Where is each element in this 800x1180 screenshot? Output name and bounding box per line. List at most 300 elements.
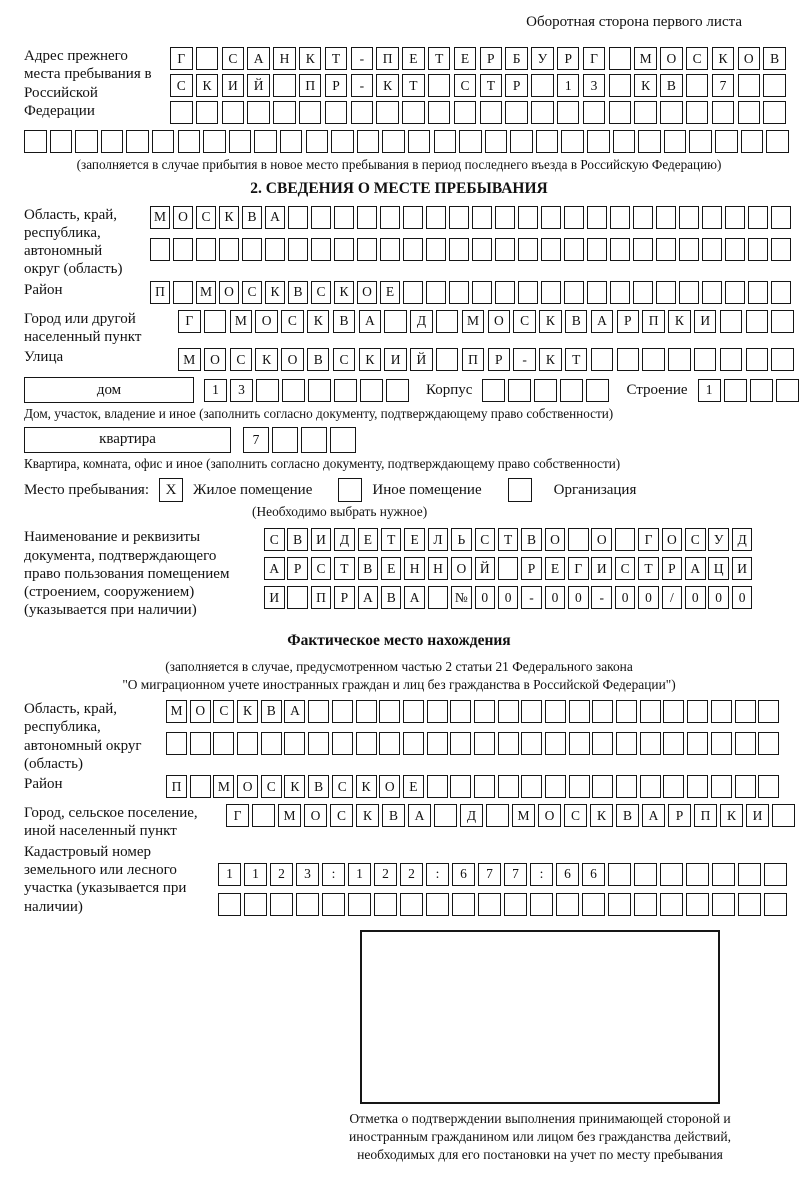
- char-cell[interactable]: [331, 130, 354, 153]
- char-cell[interactable]: [334, 206, 354, 229]
- char-cell[interactable]: [771, 348, 794, 371]
- char-cell[interactable]: [301, 427, 327, 453]
- char-cell[interactable]: Р: [505, 74, 528, 97]
- char-cell[interactable]: [702, 238, 722, 261]
- organization-checkbox[interactable]: [508, 478, 532, 502]
- char-cell[interactable]: [564, 206, 584, 229]
- char-cell[interactable]: Р: [334, 586, 355, 609]
- char-cell[interactable]: [478, 893, 501, 916]
- char-cell[interactable]: [495, 206, 515, 229]
- char-cell[interactable]: Й: [475, 557, 496, 580]
- char-cell[interactable]: [564, 281, 584, 304]
- char-cell[interactable]: [330, 427, 356, 453]
- char-cell[interactable]: [531, 74, 554, 97]
- char-cell[interactable]: С: [686, 47, 709, 70]
- char-cell[interactable]: [687, 732, 708, 755]
- char-cell[interactable]: Ц: [708, 557, 729, 580]
- char-cell[interactable]: В: [308, 775, 329, 798]
- char-cell[interactable]: В: [242, 206, 262, 229]
- char-cell[interactable]: А: [264, 557, 285, 580]
- char-cell[interactable]: [472, 238, 492, 261]
- char-cell[interactable]: [311, 238, 331, 261]
- char-cell[interactable]: [679, 206, 699, 229]
- char-cell[interactable]: [196, 47, 219, 70]
- char-cell[interactable]: [763, 74, 786, 97]
- char-cell[interactable]: [306, 130, 329, 153]
- char-cell[interactable]: [427, 732, 448, 755]
- char-cell[interactable]: [758, 700, 779, 723]
- char-cell[interactable]: А: [642, 804, 665, 827]
- char-cell[interactable]: Г: [568, 557, 589, 580]
- char-cell[interactable]: [452, 893, 475, 916]
- char-cell[interactable]: К: [237, 700, 258, 723]
- char-cell[interactable]: [360, 379, 383, 402]
- char-cell[interactable]: Л: [428, 528, 449, 551]
- char-cell[interactable]: В: [763, 47, 786, 70]
- char-cell[interactable]: [454, 101, 477, 124]
- char-cell[interactable]: П: [299, 74, 322, 97]
- char-cell[interactable]: №: [451, 586, 472, 609]
- char-cell[interactable]: [498, 700, 519, 723]
- char-cell[interactable]: 0: [638, 586, 659, 609]
- char-cell[interactable]: [386, 379, 409, 402]
- char-cell[interactable]: [712, 863, 735, 886]
- char-cell[interactable]: [518, 206, 538, 229]
- char-cell[interactable]: С: [170, 74, 193, 97]
- char-cell[interactable]: Р: [662, 557, 683, 580]
- char-cell[interactable]: К: [590, 804, 613, 827]
- char-cell[interactable]: [521, 775, 542, 798]
- char-cell[interactable]: :: [426, 863, 449, 886]
- char-cell[interactable]: И: [591, 557, 612, 580]
- char-cell[interactable]: [229, 130, 252, 153]
- char-cell[interactable]: [219, 238, 239, 261]
- char-cell[interactable]: 7: [504, 863, 527, 886]
- char-cell[interactable]: [252, 804, 275, 827]
- char-cell[interactable]: [213, 732, 234, 755]
- char-cell[interactable]: Р: [617, 310, 640, 333]
- char-cell[interactable]: С: [222, 47, 245, 70]
- char-cell[interactable]: Р: [325, 74, 348, 97]
- char-cell[interactable]: О: [591, 528, 612, 551]
- char-cell[interactable]: :: [530, 863, 553, 886]
- char-cell[interactable]: М: [166, 700, 187, 723]
- char-cell[interactable]: [758, 775, 779, 798]
- char-cell[interactable]: И: [311, 528, 332, 551]
- char-cell[interactable]: О: [304, 804, 327, 827]
- char-cell[interactable]: [750, 379, 773, 402]
- char-cell[interactable]: Й: [247, 74, 270, 97]
- char-cell[interactable]: О: [660, 47, 683, 70]
- char-cell[interactable]: [357, 130, 380, 153]
- char-cell[interactable]: [587, 238, 607, 261]
- char-cell[interactable]: [308, 379, 331, 402]
- char-cell[interactable]: -: [521, 586, 542, 609]
- char-cell[interactable]: [299, 101, 322, 124]
- char-cell[interactable]: [356, 700, 377, 723]
- char-cell[interactable]: [564, 238, 584, 261]
- char-cell[interactable]: Д: [334, 528, 355, 551]
- char-cell[interactable]: К: [720, 804, 743, 827]
- char-cell[interactable]: Г: [583, 47, 606, 70]
- char-cell[interactable]: [608, 893, 631, 916]
- char-cell[interactable]: [663, 775, 684, 798]
- char-cell[interactable]: Ь: [451, 528, 472, 551]
- char-cell[interactable]: [265, 238, 285, 261]
- char-cell[interactable]: -: [591, 586, 612, 609]
- char-cell[interactable]: К: [712, 47, 735, 70]
- char-cell[interactable]: Е: [403, 775, 424, 798]
- char-cell[interactable]: [427, 775, 448, 798]
- char-cell[interactable]: 0: [708, 586, 729, 609]
- char-cell[interactable]: [384, 310, 407, 333]
- char-cell[interactable]: 7: [712, 74, 735, 97]
- char-cell[interactable]: [748, 206, 768, 229]
- char-cell[interactable]: [403, 732, 424, 755]
- char-cell[interactable]: Е: [545, 557, 566, 580]
- char-cell[interactable]: [273, 101, 296, 124]
- char-cell[interactable]: В: [660, 74, 683, 97]
- char-cell[interactable]: Р: [557, 47, 580, 70]
- char-cell[interactable]: [450, 700, 471, 723]
- char-cell[interactable]: [545, 732, 566, 755]
- char-cell[interactable]: [735, 700, 756, 723]
- char-cell[interactable]: Т: [334, 557, 355, 580]
- char-cell[interactable]: [436, 310, 459, 333]
- char-cell[interactable]: К: [334, 281, 354, 304]
- char-cell[interactable]: [332, 732, 353, 755]
- char-cell[interactable]: [634, 893, 657, 916]
- char-cell[interactable]: О: [357, 281, 377, 304]
- char-cell[interactable]: П: [694, 804, 717, 827]
- char-cell[interactable]: О: [379, 775, 400, 798]
- char-cell[interactable]: [561, 130, 584, 153]
- char-cell[interactable]: А: [359, 310, 382, 333]
- char-cell[interactable]: Т: [402, 74, 425, 97]
- char-cell[interactable]: [379, 732, 400, 755]
- char-cell[interactable]: К: [196, 74, 219, 97]
- char-cell[interactable]: Д: [732, 528, 753, 551]
- char-cell[interactable]: И: [222, 74, 245, 97]
- char-cell[interactable]: [247, 101, 270, 124]
- char-cell[interactable]: [426, 281, 446, 304]
- char-cell[interactable]: К: [376, 74, 399, 97]
- char-cell[interactable]: К: [299, 47, 322, 70]
- char-cell[interactable]: 2: [400, 863, 423, 886]
- char-cell[interactable]: [557, 101, 580, 124]
- char-cell[interactable]: 6: [582, 863, 605, 886]
- char-cell[interactable]: [434, 130, 457, 153]
- char-cell[interactable]: [764, 893, 787, 916]
- char-cell[interactable]: К: [284, 775, 305, 798]
- char-cell[interactable]: [617, 348, 640, 371]
- char-cell[interactable]: 7: [243, 427, 269, 453]
- char-cell[interactable]: [711, 732, 732, 755]
- char-cell[interactable]: [592, 700, 613, 723]
- char-cell[interactable]: [656, 281, 676, 304]
- char-cell[interactable]: [735, 775, 756, 798]
- char-cell[interactable]: [237, 732, 258, 755]
- char-cell[interactable]: С: [261, 775, 282, 798]
- char-cell[interactable]: [568, 528, 589, 551]
- char-cell[interactable]: 1: [244, 863, 267, 886]
- char-cell[interactable]: [426, 238, 446, 261]
- char-cell[interactable]: [610, 238, 630, 261]
- char-cell[interactable]: [663, 732, 684, 755]
- char-cell[interactable]: А: [685, 557, 706, 580]
- char-cell[interactable]: М: [178, 348, 201, 371]
- char-cell[interactable]: [686, 74, 709, 97]
- char-cell[interactable]: К: [255, 348, 278, 371]
- char-cell[interactable]: [609, 101, 632, 124]
- other-premises-checkbox[interactable]: [338, 478, 362, 502]
- char-cell[interactable]: Б: [505, 47, 528, 70]
- char-cell[interactable]: С: [213, 700, 234, 723]
- char-cell[interactable]: [720, 310, 743, 333]
- char-cell[interactable]: [450, 732, 471, 755]
- char-cell[interactable]: [270, 893, 293, 916]
- char-cell[interactable]: [616, 732, 637, 755]
- char-cell[interactable]: [334, 238, 354, 261]
- char-cell[interactable]: [308, 732, 329, 755]
- char-cell[interactable]: [640, 775, 661, 798]
- char-cell[interactable]: [738, 863, 761, 886]
- char-cell[interactable]: [530, 893, 553, 916]
- char-cell[interactable]: Р: [287, 557, 308, 580]
- char-cell[interactable]: И: [732, 557, 753, 580]
- char-cell[interactable]: [545, 775, 566, 798]
- char-cell[interactable]: [541, 281, 561, 304]
- char-cell[interactable]: С: [281, 310, 304, 333]
- char-cell[interactable]: [771, 281, 791, 304]
- char-cell[interactable]: [426, 893, 449, 916]
- char-cell[interactable]: 1: [348, 863, 371, 886]
- char-cell[interactable]: [569, 732, 590, 755]
- char-cell[interactable]: [586, 379, 609, 402]
- char-cell[interactable]: С: [196, 206, 216, 229]
- char-cell[interactable]: [498, 557, 519, 580]
- char-cell[interactable]: П: [150, 281, 170, 304]
- char-cell[interactable]: [616, 700, 637, 723]
- char-cell[interactable]: [569, 775, 590, 798]
- char-cell[interactable]: [687, 775, 708, 798]
- char-cell[interactable]: [222, 101, 245, 124]
- char-cell[interactable]: [434, 804, 457, 827]
- char-cell[interactable]: [204, 310, 227, 333]
- char-cell[interactable]: [426, 206, 446, 229]
- char-cell[interactable]: К: [356, 804, 379, 827]
- char-cell[interactable]: [505, 101, 528, 124]
- char-cell[interactable]: [428, 586, 449, 609]
- char-cell[interactable]: [771, 238, 791, 261]
- char-cell[interactable]: [556, 893, 579, 916]
- char-cell[interactable]: /: [662, 586, 683, 609]
- char-cell[interactable]: Т: [325, 47, 348, 70]
- char-cell[interactable]: [296, 893, 319, 916]
- char-cell[interactable]: 0: [545, 586, 566, 609]
- char-cell[interactable]: С: [475, 528, 496, 551]
- char-cell[interactable]: 7: [478, 863, 501, 886]
- char-cell[interactable]: [428, 101, 451, 124]
- char-cell[interactable]: [196, 101, 219, 124]
- char-cell[interactable]: [244, 893, 267, 916]
- char-cell[interactable]: В: [287, 528, 308, 551]
- char-cell[interactable]: [379, 700, 400, 723]
- char-cell[interactable]: [640, 700, 661, 723]
- char-cell[interactable]: [190, 775, 211, 798]
- char-cell[interactable]: [724, 379, 747, 402]
- char-cell[interactable]: [712, 101, 735, 124]
- char-cell[interactable]: [436, 348, 459, 371]
- char-cell[interactable]: [322, 893, 345, 916]
- char-cell[interactable]: О: [190, 700, 211, 723]
- char-cell[interactable]: [348, 893, 371, 916]
- char-cell[interactable]: [75, 130, 98, 153]
- char-cell[interactable]: О: [173, 206, 193, 229]
- char-cell[interactable]: И: [384, 348, 407, 371]
- char-cell[interactable]: П: [642, 310, 665, 333]
- char-cell[interactable]: 0: [475, 586, 496, 609]
- char-cell[interactable]: С: [333, 348, 356, 371]
- char-cell[interactable]: М: [512, 804, 535, 827]
- char-cell[interactable]: [592, 775, 613, 798]
- char-cell[interactable]: 0: [568, 586, 589, 609]
- char-cell[interactable]: В: [261, 700, 282, 723]
- char-cell[interactable]: О: [237, 775, 258, 798]
- char-cell[interactable]: [679, 281, 699, 304]
- char-cell[interactable]: [616, 775, 637, 798]
- char-cell[interactable]: 0: [732, 586, 753, 609]
- char-cell[interactable]: [633, 238, 653, 261]
- char-cell[interactable]: [587, 130, 610, 153]
- char-cell[interactable]: М: [634, 47, 657, 70]
- char-cell[interactable]: [725, 206, 745, 229]
- char-cell[interactable]: Р: [488, 348, 511, 371]
- char-cell[interactable]: [609, 47, 632, 70]
- char-cell[interactable]: [521, 732, 542, 755]
- char-cell[interactable]: [170, 101, 193, 124]
- char-cell[interactable]: А: [284, 700, 305, 723]
- char-cell[interactable]: [382, 130, 405, 153]
- char-cell[interactable]: О: [204, 348, 227, 371]
- char-cell[interactable]: [518, 238, 538, 261]
- char-cell[interactable]: [642, 348, 665, 371]
- char-cell[interactable]: [766, 130, 789, 153]
- char-cell[interactable]: 6: [452, 863, 475, 886]
- char-cell[interactable]: [771, 310, 794, 333]
- char-cell[interactable]: Д: [410, 310, 433, 333]
- char-cell[interactable]: А: [265, 206, 285, 229]
- char-cell[interactable]: [474, 732, 495, 755]
- char-cell[interactable]: [288, 238, 308, 261]
- char-cell[interactable]: А: [404, 586, 425, 609]
- char-cell[interactable]: [608, 863, 631, 886]
- char-cell[interactable]: [282, 379, 305, 402]
- char-cell[interactable]: [356, 732, 377, 755]
- char-cell[interactable]: [764, 863, 787, 886]
- char-cell[interactable]: М: [196, 281, 216, 304]
- char-cell[interactable]: [748, 238, 768, 261]
- char-cell[interactable]: [633, 281, 653, 304]
- char-cell[interactable]: [376, 101, 399, 124]
- char-cell[interactable]: [660, 101, 683, 124]
- char-cell[interactable]: Р: [668, 804, 691, 827]
- char-cell[interactable]: Т: [480, 74, 503, 97]
- char-cell[interactable]: 2: [374, 863, 397, 886]
- char-cell[interactable]: [679, 238, 699, 261]
- char-cell[interactable]: Т: [498, 528, 519, 551]
- char-cell[interactable]: [712, 893, 735, 916]
- char-cell[interactable]: В: [288, 281, 308, 304]
- char-cell[interactable]: [357, 206, 377, 229]
- char-cell[interactable]: -: [351, 74, 374, 97]
- char-cell[interactable]: [450, 775, 471, 798]
- char-cell[interactable]: О: [538, 804, 561, 827]
- char-cell[interactable]: [332, 700, 353, 723]
- char-cell[interactable]: [474, 700, 495, 723]
- char-cell[interactable]: [449, 281, 469, 304]
- char-cell[interactable]: Д: [460, 804, 483, 827]
- char-cell[interactable]: А: [247, 47, 270, 70]
- char-cell[interactable]: [746, 348, 769, 371]
- char-cell[interactable]: Т: [638, 557, 659, 580]
- char-cell[interactable]: В: [381, 586, 402, 609]
- char-cell[interactable]: С: [330, 804, 353, 827]
- char-cell[interactable]: В: [358, 557, 379, 580]
- char-cell[interactable]: [634, 101, 657, 124]
- char-cell[interactable]: С: [332, 775, 353, 798]
- char-cell[interactable]: [640, 732, 661, 755]
- char-cell[interactable]: [284, 732, 305, 755]
- char-cell[interactable]: [190, 732, 211, 755]
- char-cell[interactable]: [541, 238, 561, 261]
- char-cell[interactable]: С: [454, 74, 477, 97]
- char-cell[interactable]: [656, 206, 676, 229]
- char-cell[interactable]: Р: [480, 47, 503, 70]
- char-cell[interactable]: [711, 775, 732, 798]
- char-cell[interactable]: О: [219, 281, 239, 304]
- char-cell[interactable]: К: [219, 206, 239, 229]
- char-cell[interactable]: И: [746, 804, 769, 827]
- char-cell[interactable]: [531, 101, 554, 124]
- char-cell[interactable]: [498, 775, 519, 798]
- char-cell[interactable]: Р: [521, 557, 542, 580]
- char-cell[interactable]: О: [255, 310, 278, 333]
- char-cell[interactable]: [325, 101, 348, 124]
- char-cell[interactable]: [150, 238, 170, 261]
- char-cell[interactable]: [686, 863, 709, 886]
- char-cell[interactable]: О: [488, 310, 511, 333]
- char-cell[interactable]: [256, 379, 279, 402]
- char-cell[interactable]: [664, 130, 687, 153]
- char-cell[interactable]: Е: [402, 47, 425, 70]
- char-cell[interactable]: У: [531, 47, 554, 70]
- char-cell[interactable]: [609, 74, 632, 97]
- char-cell[interactable]: [178, 130, 201, 153]
- char-cell[interactable]: [24, 130, 47, 153]
- char-cell[interactable]: [287, 586, 308, 609]
- char-cell[interactable]: 0: [498, 586, 519, 609]
- char-cell[interactable]: 2: [270, 863, 293, 886]
- char-cell[interactable]: [351, 101, 374, 124]
- char-cell[interactable]: [518, 281, 538, 304]
- char-cell[interactable]: [459, 130, 482, 153]
- char-cell[interactable]: [687, 700, 708, 723]
- char-cell[interactable]: [746, 310, 769, 333]
- char-cell[interactable]: [400, 893, 423, 916]
- char-cell[interactable]: [613, 130, 636, 153]
- char-cell[interactable]: [702, 206, 722, 229]
